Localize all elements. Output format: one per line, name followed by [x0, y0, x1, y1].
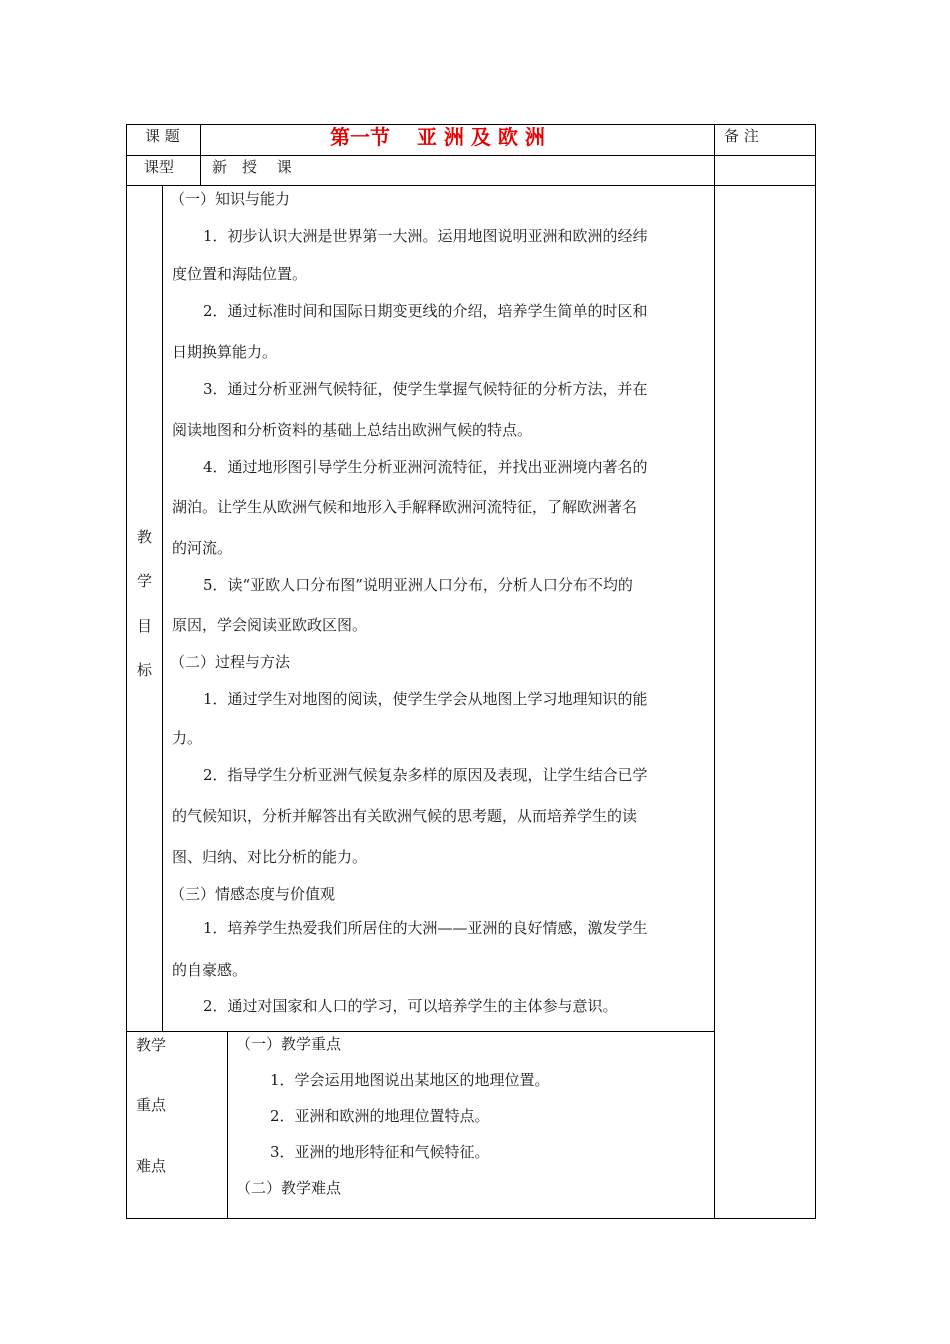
- section-heading: （一）知识与能力: [170, 190, 291, 208]
- objective-line: 力。: [172, 729, 203, 747]
- page-title: 第一节 亚 洲 及 欧 洲: [330, 125, 545, 149]
- objective-line: 5．读“亚欧人口分布图”说明亚洲人口分布，分析人口分布不均的: [203, 576, 633, 594]
- objective-line: 湖泊。让学生从欧洲气候和地形入手解释欧洲河流特征，了解欧洲著名: [172, 498, 638, 516]
- objective-line: 2．通过标准时间和国际日期变更线的介绍，培养学生简单的时区和: [203, 302, 648, 320]
- objective-line: 4．通过地形图引导学生分析亚洲河流特征，并找出亚洲境内著名的: [203, 458, 648, 476]
- divider: [200, 155, 201, 185]
- keypoint-line: 3．亚洲的地形特征和气候特征。: [270, 1143, 490, 1161]
- objective-line: 的气候知识，分析并解答出有关欧洲气候的思考题，从而培养学生的读: [172, 807, 638, 825]
- keypoints-side-label: 重点: [136, 1096, 167, 1114]
- objective-line: 1．初步认识大洲是世界第一大洲。运用地图说明亚洲和欧洲的经纬: [203, 227, 648, 245]
- topic-label: 课 题: [145, 127, 180, 145]
- objective-line: 1．通过学生对地图的阅读，使学生学会从地图上学习地理知识的能: [203, 690, 648, 708]
- section-heading: （三）情感态度与价值观: [170, 885, 336, 903]
- divider: [126, 185, 816, 186]
- keypoint-line: 1．学会运用地图说出某地区的地理位置。: [270, 1071, 550, 1089]
- objective-line: 3．通过分析亚洲气候特征，使学生掌握气候特征的分析方法，并在: [203, 380, 648, 398]
- divider: [126, 155, 816, 156]
- objective-line: 的河流。: [172, 539, 233, 557]
- objectives-side-label: 教: [137, 528, 153, 546]
- objective-line: 度位置和海陆位置。: [172, 265, 308, 283]
- notes-label: 备 注: [724, 127, 759, 145]
- divider: [714, 1031, 715, 1219]
- objective-line: 阅读地图和分析资料的基础上总结出欧洲气候的特点。: [172, 421, 533, 439]
- divider: [126, 1031, 715, 1032]
- objectives-side-label: 标: [137, 661, 153, 679]
- objectives-side-label: 学: [137, 572, 153, 590]
- objective-line: 的自豪感。: [172, 961, 248, 979]
- objectives-side-label: 目: [137, 617, 153, 635]
- section-heading: （二）过程与方法: [170, 653, 291, 671]
- objective-line: 2．通过对国家和人口的学习，可以培养学生的主体参与意识。: [203, 997, 618, 1015]
- type-label: 课型: [144, 158, 175, 176]
- divider: [162, 185, 163, 1031]
- keypoints-side-label: 难点: [136, 1157, 167, 1175]
- objective-line: 日期换算能力。: [172, 343, 278, 361]
- keypoint-line: 2．亚洲和欧洲的地理位置特点。: [270, 1107, 490, 1125]
- section-heading: （一）教学重点: [236, 1035, 342, 1053]
- keypoints-side-label: 教学: [136, 1036, 167, 1054]
- type-value: 新 授 课: [212, 158, 292, 176]
- objective-line: 图、归纳、对比分析的能力。: [172, 848, 368, 866]
- divider: [200, 124, 201, 155]
- objective-line: 2．指导学生分析亚洲气候复杂多样的原因及表现，让学生结合已学: [203, 766, 648, 784]
- section-heading: （二）教学难点: [236, 1179, 342, 1197]
- objective-line: 原因，学会阅读亚欧政区图。: [172, 616, 368, 634]
- divider: [227, 1031, 228, 1219]
- objective-line: 1．培养学生热爱我们所居住的大洲——亚洲的良好情感，激发学生: [203, 919, 648, 937]
- divider: [714, 124, 715, 1031]
